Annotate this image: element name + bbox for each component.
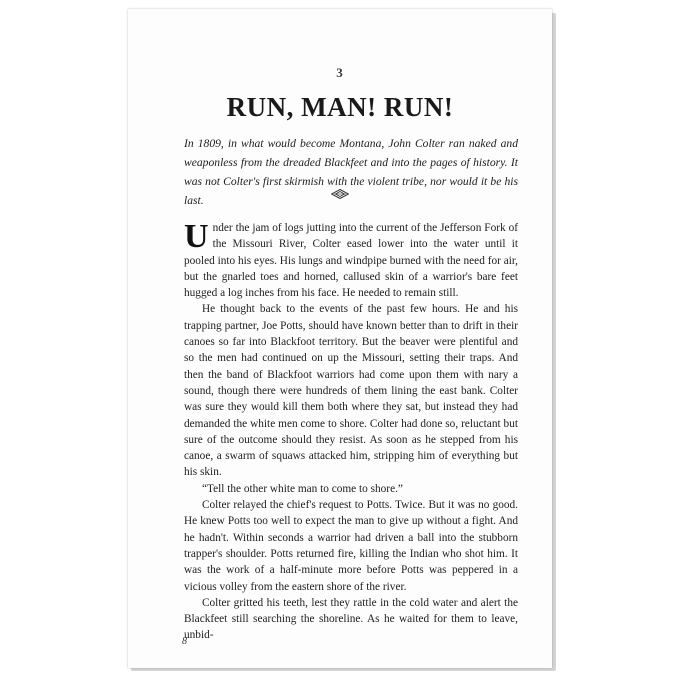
body-text bbox=[184, 220, 518, 644]
chapter-title: RUN, MAN! RUN! bbox=[226, 92, 454, 122]
paragraph: Colter relayed the chief's request to Potts. Twice. But it was no good. He knew Potts too well to expect the man to give up without a fight. And he hadn't. Within seconds a warrior had driven a ball into the stubborn trapper's shoulder. Potts returned fire, killing the Indian who shot him. It was the work of a half-minute more before Potts was peppered in a vicious volley from the eastern shore of the river. bbox=[184, 499, 518, 593]
book-page bbox=[128, 9, 552, 668]
paragraph bbox=[184, 220, 518, 301]
paragraph: Colter gritted his teeth, lest they rattle in the cold water and alert the Blackfeet still searching the shoreline. As he waited for them to leave, unbid- bbox=[184, 596, 518, 642]
drop-cap: U bbox=[184, 218, 209, 255]
diamond-ornament-icon bbox=[331, 189, 349, 199]
page-number: 8 bbox=[182, 636, 187, 647]
chapter-intro: In 1809, in what would become Montana, John Colter ran naked and weaponless from the dreaded Blackfeet and into the pages of history. It was not Colter's first skirmish with the violent tribe, nor would it be his last. bbox=[184, 137, 518, 207]
paragraph: “Tell the other white man to come to shore.” bbox=[202, 482, 403, 495]
chapter-number: 3 bbox=[336, 65, 344, 80]
paragraph: He thought back to the events of the past few hours. He and his trapping partner, Joe Potts, should have known better than to drift in their canoes so far into Blackfoot territory. But the beaver were plentiful and so the men had continued on up the Missouri, setting their traps. And then the band of Blackfoot warriors had come upon them with nary a sound, though there were hundreds of them lining the east bank. Colter was sure they would kill them both where they sat, but instead they had demanded the white men come to shore. Colter had done so, reluctant but sure of the outcome should they resist. As soon as he stepped from his canoe, a swarm of squaws attacked him, stripping him of everything but his skin. bbox=[184, 303, 518, 479]
paragraph-text: nder the jam of logs jutting into the current of the Jefferson Fork of the Missouri River, Colter eased lower into the water until it pooled into his eyes. His lungs and windpipe burned with the need for air, but the gnarled toes and horned, callused skin of a warrior's bare feet hugged a log inches from his face. He needed to remain still. bbox=[184, 222, 518, 300]
